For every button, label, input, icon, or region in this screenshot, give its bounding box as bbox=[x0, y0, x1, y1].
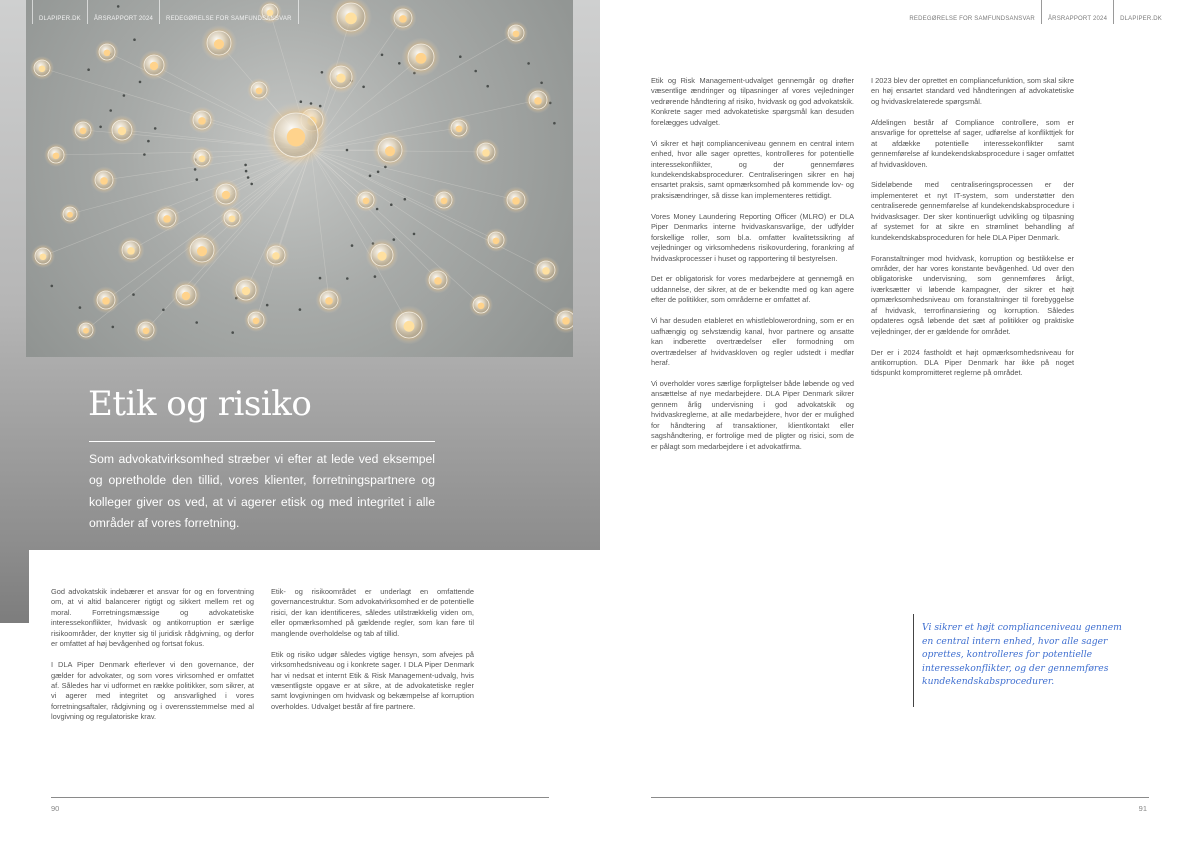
socket-dot bbox=[154, 127, 157, 130]
socket-dot bbox=[553, 122, 556, 125]
light-bulb bbox=[231, 275, 261, 305]
socket-dot bbox=[376, 208, 379, 211]
socket-dot bbox=[413, 233, 416, 236]
socket-dot bbox=[299, 308, 302, 311]
light-bulb bbox=[503, 187, 530, 214]
paragraph: Vi sikrer et højt complianceniveau gennem en central intern enhed, hvor alle sager oprettes, kontrolleres for potentielle interessekonflikter, og der gennemføres kundekendskabsprocedurer. Centraliseringen sikrer en høj ensartet praksis, samt opmærksomhed på kommende lov- og praksisændringer, så disse kan implementeres rettidigt. bbox=[651, 138, 854, 200]
socket-dot bbox=[346, 149, 349, 152]
paragraph: Vores Money Laundering Reporting Officer (MLRO) er DLA Piper Denmarks interne hvidvaskansvarlige, der udfylder forskellige roller, som bl.a. omfatter kvalitetssikring af vejledninger og virksomhedens risikovurdering, forankring af hvidvaskprocesser i huset og rapportering til bestyrelsen. bbox=[651, 211, 854, 263]
socket-dot bbox=[486, 85, 489, 88]
light-bulb bbox=[504, 21, 528, 45]
socket-dot bbox=[377, 171, 380, 174]
paragraph: Foranstaltninger mod hvidvask, korruption og bestikkelse er områder, der har vores konstante bevågenhed. Ud over den obligatoriske undervisning, som gennemføres årligt, iværksætter vi løbende kampagner, der sikrer et højt opmærksomhedsniveau om foranstaltninger til forebyggelse af hvidvask, terrorfinansiering og korruption. Således opdateres også løbende det sæt af politikker og praktiske vejledninger, der er gældende for området. bbox=[871, 253, 1074, 336]
light-bulb bbox=[425, 267, 452, 294]
light-bulb bbox=[372, 132, 408, 168]
wire bbox=[186, 150, 311, 295]
text-column-4 bbox=[871, 76, 1074, 379]
socket-dot bbox=[147, 140, 150, 143]
light-bulb bbox=[244, 308, 268, 332]
header-right-report: ÅRSRAPPORT 2024 bbox=[1042, 0, 1114, 24]
header-left bbox=[32, 0, 299, 24]
socket-dot bbox=[374, 275, 377, 278]
socket-dot bbox=[346, 277, 349, 280]
light-bulb bbox=[390, 5, 417, 32]
socket-dot bbox=[112, 326, 115, 329]
socket-dot bbox=[195, 321, 198, 324]
socket-dot bbox=[139, 81, 142, 84]
wire bbox=[106, 150, 311, 300]
socket-dot bbox=[266, 304, 269, 307]
light-bulb bbox=[154, 205, 181, 232]
footer-rule-right bbox=[651, 797, 1149, 798]
light-bulb bbox=[469, 293, 493, 317]
paragraph: God advokatskik indebærer et ansvar for og en forventning om, at vi altid balancerer rigtigt og sikkert mellem ret og moral. Forretningsmæssige og advokatetiske interessekonflikter, hvidvask og antikorruption er særlige risikoområder, der knytter sig til juridisk rådgivning, og derfor er omfattet af høj bevågenhed og fortsat fokus. bbox=[51, 587, 254, 649]
light-bulb bbox=[91, 167, 118, 194]
light-bulb bbox=[211, 179, 241, 209]
socket-dot bbox=[390, 203, 393, 206]
paragraph: I DLA Piper Denmark efterlever vi den governance, der gælder for advokater, og som vores virksomhed er omfattet af. Således har vi udformet en række politikker, som sikrer, at vi agerer med integritet og ansvarlighed i vores forretningsaftaler, rådgivning og i overensstemmelse med al lovgivning og regulatoriske krav. bbox=[51, 660, 254, 722]
light-bulb bbox=[60, 204, 81, 225]
light-bulb bbox=[390, 306, 429, 345]
light-bulb bbox=[190, 146, 214, 170]
socket-dot bbox=[362, 86, 365, 89]
socket-dot bbox=[250, 183, 253, 186]
footer-rule-left bbox=[51, 797, 549, 798]
light-bulb bbox=[473, 139, 500, 166]
socket-dot bbox=[245, 170, 248, 173]
light-bulb bbox=[263, 102, 329, 168]
socket-dot bbox=[404, 198, 407, 201]
light-bulb bbox=[139, 50, 169, 80]
title-divider bbox=[89, 441, 435, 442]
light-bulb bbox=[134, 318, 158, 342]
wire bbox=[311, 150, 566, 320]
page-title: Etik og risiko bbox=[88, 384, 312, 424]
header-left-section: REDEGØRELSE FOR SAMFUNDSANSVAR bbox=[160, 0, 299, 24]
header-left-site[interactable]: DLAPIPER.DK bbox=[32, 0, 88, 24]
socket-dot bbox=[231, 331, 234, 334]
socket-dot bbox=[194, 168, 197, 171]
light-bulb bbox=[30, 56, 54, 80]
quote-bar bbox=[913, 614, 914, 707]
paragraph: Afdelingen består af Compliance controllere, som er ansvarlige for oprettelse af sager, udførelse af konflikttjek for at afdække potentielle interessekonflikter samt gennemførelse af kundekendskabsprocedure i sager omfattet af hvidvaskloven. bbox=[871, 117, 1074, 169]
light-bulb bbox=[484, 228, 508, 252]
light-bulb bbox=[330, 0, 372, 38]
socket-dot bbox=[51, 285, 54, 288]
header-right-site[interactable]: DLAPIPER.DK bbox=[1120, 16, 1162, 22]
light-bulb bbox=[366, 239, 399, 272]
left-edge-grey-strip bbox=[0, 550, 29, 623]
light-bulb bbox=[31, 244, 55, 268]
socket-dot bbox=[351, 244, 354, 247]
wire bbox=[43, 150, 311, 256]
socket-dot bbox=[196, 178, 199, 181]
socket-dot bbox=[369, 175, 372, 178]
wire bbox=[311, 100, 538, 150]
light-bulb bbox=[220, 206, 244, 230]
light-bulb bbox=[171, 280, 201, 310]
wire bbox=[311, 150, 496, 240]
light-bulb bbox=[533, 257, 560, 284]
wire bbox=[246, 150, 311, 290]
socket-dot bbox=[143, 153, 146, 156]
socket-dot bbox=[398, 62, 401, 65]
light-bulb bbox=[44, 143, 68, 167]
light-bulb bbox=[118, 237, 145, 264]
bulbs-illustration bbox=[26, 0, 573, 357]
paragraph: Etik og Risk Management-udvalget gennemgår og drøfter væsentlige ændringer og tilpasninger af vores vejledninger vedrørende håndtering af risiko, hvidvask og god advokatskik. Konkrete sager med advokatetiske spørgsmål kan desuden forelægges udvalget. bbox=[651, 76, 854, 127]
page-number-left: 90 bbox=[51, 804, 60, 813]
header-right-section: REDEGØRELSE FOR SAMFUNDSANSVAR bbox=[903, 0, 1042, 24]
light-bulb bbox=[247, 78, 271, 102]
socket-dot bbox=[321, 71, 324, 74]
light-bulb bbox=[325, 61, 358, 94]
light-bulb bbox=[447, 116, 471, 140]
paragraph: Vi overholder vores særlige forpligtelser både løbende og ved ansættelse af nye medarbejdere. DLA Piper Denmark sikrer gennem årlig undervisning i god advokatskik og hvidvaskreglerne, at alle medarbejdere, hvor der er mulighed for håndtering af transaktioner, klientkontakt eller sagshåndtering, er fortrolige med de pligter og risici, som de er pålagt som medarbejdere i et advokatfirma. bbox=[651, 378, 854, 451]
light-bulb bbox=[95, 40, 119, 64]
page-number-right: 91 bbox=[1138, 804, 1147, 813]
light-bulb bbox=[71, 118, 95, 142]
paragraph: Det er obligatorisk for vores medarbejdere at gennemgå en uddannelse, der sikrer, at de er bekendte med og kan agere efter de politikker, som områderne er omfattet af. bbox=[651, 274, 854, 305]
socket-dot bbox=[474, 70, 477, 73]
socket-dot bbox=[247, 176, 250, 179]
socket-dot bbox=[123, 94, 126, 97]
light-bulb bbox=[93, 287, 120, 314]
socket-dot bbox=[109, 109, 112, 112]
socket-dot bbox=[87, 68, 90, 71]
socket-dot bbox=[540, 82, 543, 85]
wire bbox=[311, 150, 481, 305]
paragraph: Etik og risiko udgør således vigtige hensyn, som afvejes på virksomhedsniveau og i konkrete sager. I DLA Piper Denmark har vi nedsat et internt Etik & Risk Management-udvalg, hvis væsentligste opgave er at sikre, at de advokatetiske regler samt lovgivningen om hvidvask og bekæmpelse af korruption overholdes. Udvalget består af fire partnere. bbox=[271, 649, 474, 711]
text-column-1 bbox=[51, 587, 254, 723]
light-bulb bbox=[76, 320, 97, 341]
hanging-light-bulbs-image bbox=[26, 0, 573, 357]
socket-dot bbox=[79, 306, 82, 309]
socket-dot bbox=[244, 164, 247, 167]
text-column-3 bbox=[651, 76, 854, 452]
socket-dot bbox=[133, 38, 136, 41]
socket-dot bbox=[459, 55, 462, 58]
light-bulb bbox=[432, 188, 456, 212]
socket-dot bbox=[393, 238, 396, 241]
paragraph: Vi har desuden etableret en whistleblowerordning, som er en uafhængig og selvstændig kanal, hvor partnere og ansatte kan indberette overtrædelser eller formodning om overtrædelser af hvidvaskloven og regler udstedt i medfør heraf. bbox=[651, 316, 854, 367]
socket-dot bbox=[99, 126, 102, 129]
socket-dot bbox=[381, 54, 384, 57]
paragraph: Sideløbende med centraliseringsprocessen er der implementeret et nyt IT-system, som understøtter den centraliserede gennemførelse af kundekendskabsprocedure i hvidvasksager. Der sker kontinuerligt udvikling og tilpasning af systemet for at sikre en strømlinet behandling af kundekendskabsproceduren for hele DLA Piper Denmark. bbox=[871, 180, 1074, 242]
header-left-report: ÅRSRAPPORT 2024 bbox=[88, 0, 160, 24]
light-bulb bbox=[107, 115, 137, 145]
wire bbox=[146, 150, 311, 330]
light-bulb bbox=[263, 242, 290, 269]
light-bulb bbox=[201, 25, 237, 61]
socket-dot bbox=[132, 293, 135, 296]
lead-paragraph: Som advokatvirksomhed stræber vi efter at lede ved eksempel og opretholde den tillid, vores klienter, forretningspartnere og kolleger giver os ved, at vi agerer etisk og med integritet i alle områder af vores forretning. bbox=[89, 452, 435, 531]
light-bulb bbox=[402, 38, 441, 77]
paragraph: I 2023 blev der oprettet en compliancefunktion, som skal sikre en høj ensartet standard ved håndteringen af advokatetiske og hvidvaskrelaterede spørgsmål. bbox=[871, 76, 1074, 106]
pull-quote: Vi sikrer et højt complianceniveau gennem en central intern enhed, hvor alle sager oprettes, kontrolleres for potentielle interessekonflikter, og der gennemføres kundekendskabsprocedurer. bbox=[922, 622, 1122, 688]
light-bulb bbox=[316, 287, 343, 314]
light-bulb bbox=[525, 87, 552, 114]
light-bulb bbox=[553, 307, 574, 334]
light-bulb bbox=[184, 232, 220, 268]
socket-dot bbox=[319, 277, 322, 280]
light-bulb bbox=[354, 188, 378, 212]
header-right bbox=[903, 0, 1168, 24]
socket-dot bbox=[527, 62, 530, 65]
text-column-2 bbox=[271, 587, 474, 712]
paragraph: Der er i 2024 fastholdt et højt opmærksomhedsniveau for antikorruption. DLA Piper Denmark har ikke på noget tidspunkt kompromitteret reglerne på området. bbox=[871, 347, 1074, 378]
paragraph: Etik- og risikoområdet er underlagt en omfattende governancestruktur. Som advokatvirksomhed er de potentielle risici, der kan identificeres, således utilstrækkelig viden om, eller opmærksomhed på gældende regler, som kan føre til manglende overholdelse og tab af tillid. bbox=[271, 587, 474, 638]
socket-dot bbox=[162, 309, 165, 312]
light-bulb bbox=[189, 107, 216, 134]
